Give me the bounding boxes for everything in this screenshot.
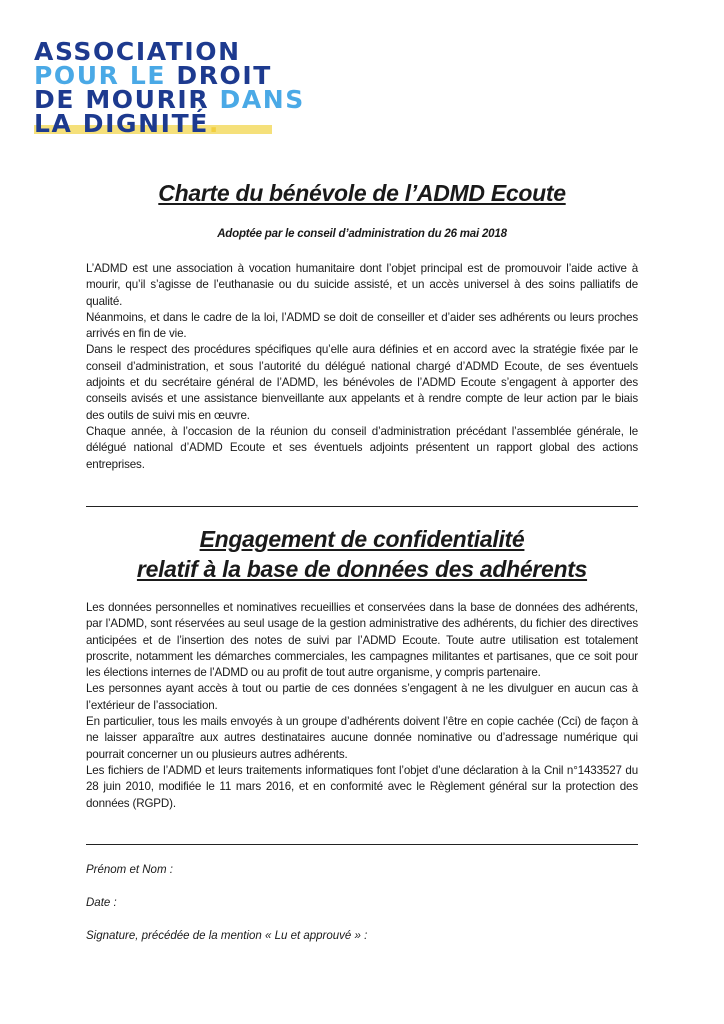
engagement-paragraph: En particulier, tous les mails envoyés à un groupe d’adhérents doivent l’être en copie cachée (Cci) de façon à ne laisser apparaître aux autres destinataires aucune donnée nominative ou d’adressage numérique qui pourrait concerner un ou plusieurs autres adhérents. [86,715,638,761]
charte-paragraph: Chaque année, à l’occasion de la réunion du conseil d’administration précédant l’assemblée générale, le délégué national d’ADMD Ecoute et ses éventuels adjoints présentent un rapport global des actions entreprises. [86,424,638,471]
signature-field-label: Signature, précédée de la mention « Lu et approuvé » : [86,930,368,942]
logo-line-2: POUR LE DROIT [34,61,272,90]
admd-logo [34,37,305,138]
form-divider [86,844,638,845]
charte-paragraph: Dans le respect des procédures spécifiques qu’elle aura définies et en accord avec la stratégie fixée par le conseil d’administration, et sous l’autorité du délégué national chargé d’ADMD Ecoute, de ses éventuels adjoints et du secrétaire général de l’ADMD, les bénévoles de l’ADMD Ecoute s’engagent à apporter des conseils avisés et une assistance bienveillante aux appelants et à rendre compte de leur action par le biais des outils de suivi mis en œuvre. [86,343,638,422]
engagement-title-line-2: relatif à la base de données des adhérents [136,556,588,582]
charte-subtitle: Adoptée par le conseil d’administration du 26 mai 2018 [217,228,507,240]
charte-paragraph: L’ADMD est une association à vocation humanitaire dont l’objet principal est de promouvoir l’aide active à mourir, qu’il s’agisse de l’euthanasie ou du suicide assisté, et un accès universel à des soins palliatifs de qualité. [86,262,638,308]
engagement-title-line-1: Engagement de confidentialité [199,526,525,552]
logo-line-4: LA DIGNITÉ. [34,112,279,136]
charte-paragraph: Néanmoins, et dans le cadre de la loi, l’ADMD se doit de conseiller et d’aider ses adhérents ou leurs proches arrivés en fin de vie. [86,310,638,341]
date-field-label: Date : [86,897,117,909]
engagement-paragraph: Les personnes ayant accès à tout ou partie de ces données s’engagent à ne les divulguer en aucun cas à l’extérieur de l’association. [86,682,638,712]
name-field-label: Prénom et Nom : [86,864,173,876]
logo-line-3: DE MOURIR DANS [34,85,305,114]
engagement-body [86,600,638,812]
charte-body [86,261,638,473]
logo-line-1: ASSOCIATION [34,37,241,66]
charte-title: Charte du bénévole de l’ADMD Ecoute [158,180,566,206]
section-divider [86,506,638,507]
engagement-paragraph: Les données personnelles et nominatives recueillies et conservées dans la base de données des adhérents, par l’ADMD, sont réservées au seul usage de la gestion administrative des adhérents, du fichier des directives anticipées et de l’insertion des notes de suivi par l’ADMD Ecoute. Toute autre utilisation est totalement proscrite, notamment les démarches commerciales, les campagnes militantes et partisanes, que ce soit pour les élections internes de l’ADMD ou au profit de tout autre organisme, y compris partenaire. [86,601,638,680]
engagement-paragraph: Les fichiers de l’ADMD et leurs traitements informatiques font l’objet d’une déclaration à la Cnil n°1433527 du 28 juin 2010, modifiée le 11 mars 2016, et en conformité avec le Règlement général sur la protection des données (RGPD). [86,763,638,810]
